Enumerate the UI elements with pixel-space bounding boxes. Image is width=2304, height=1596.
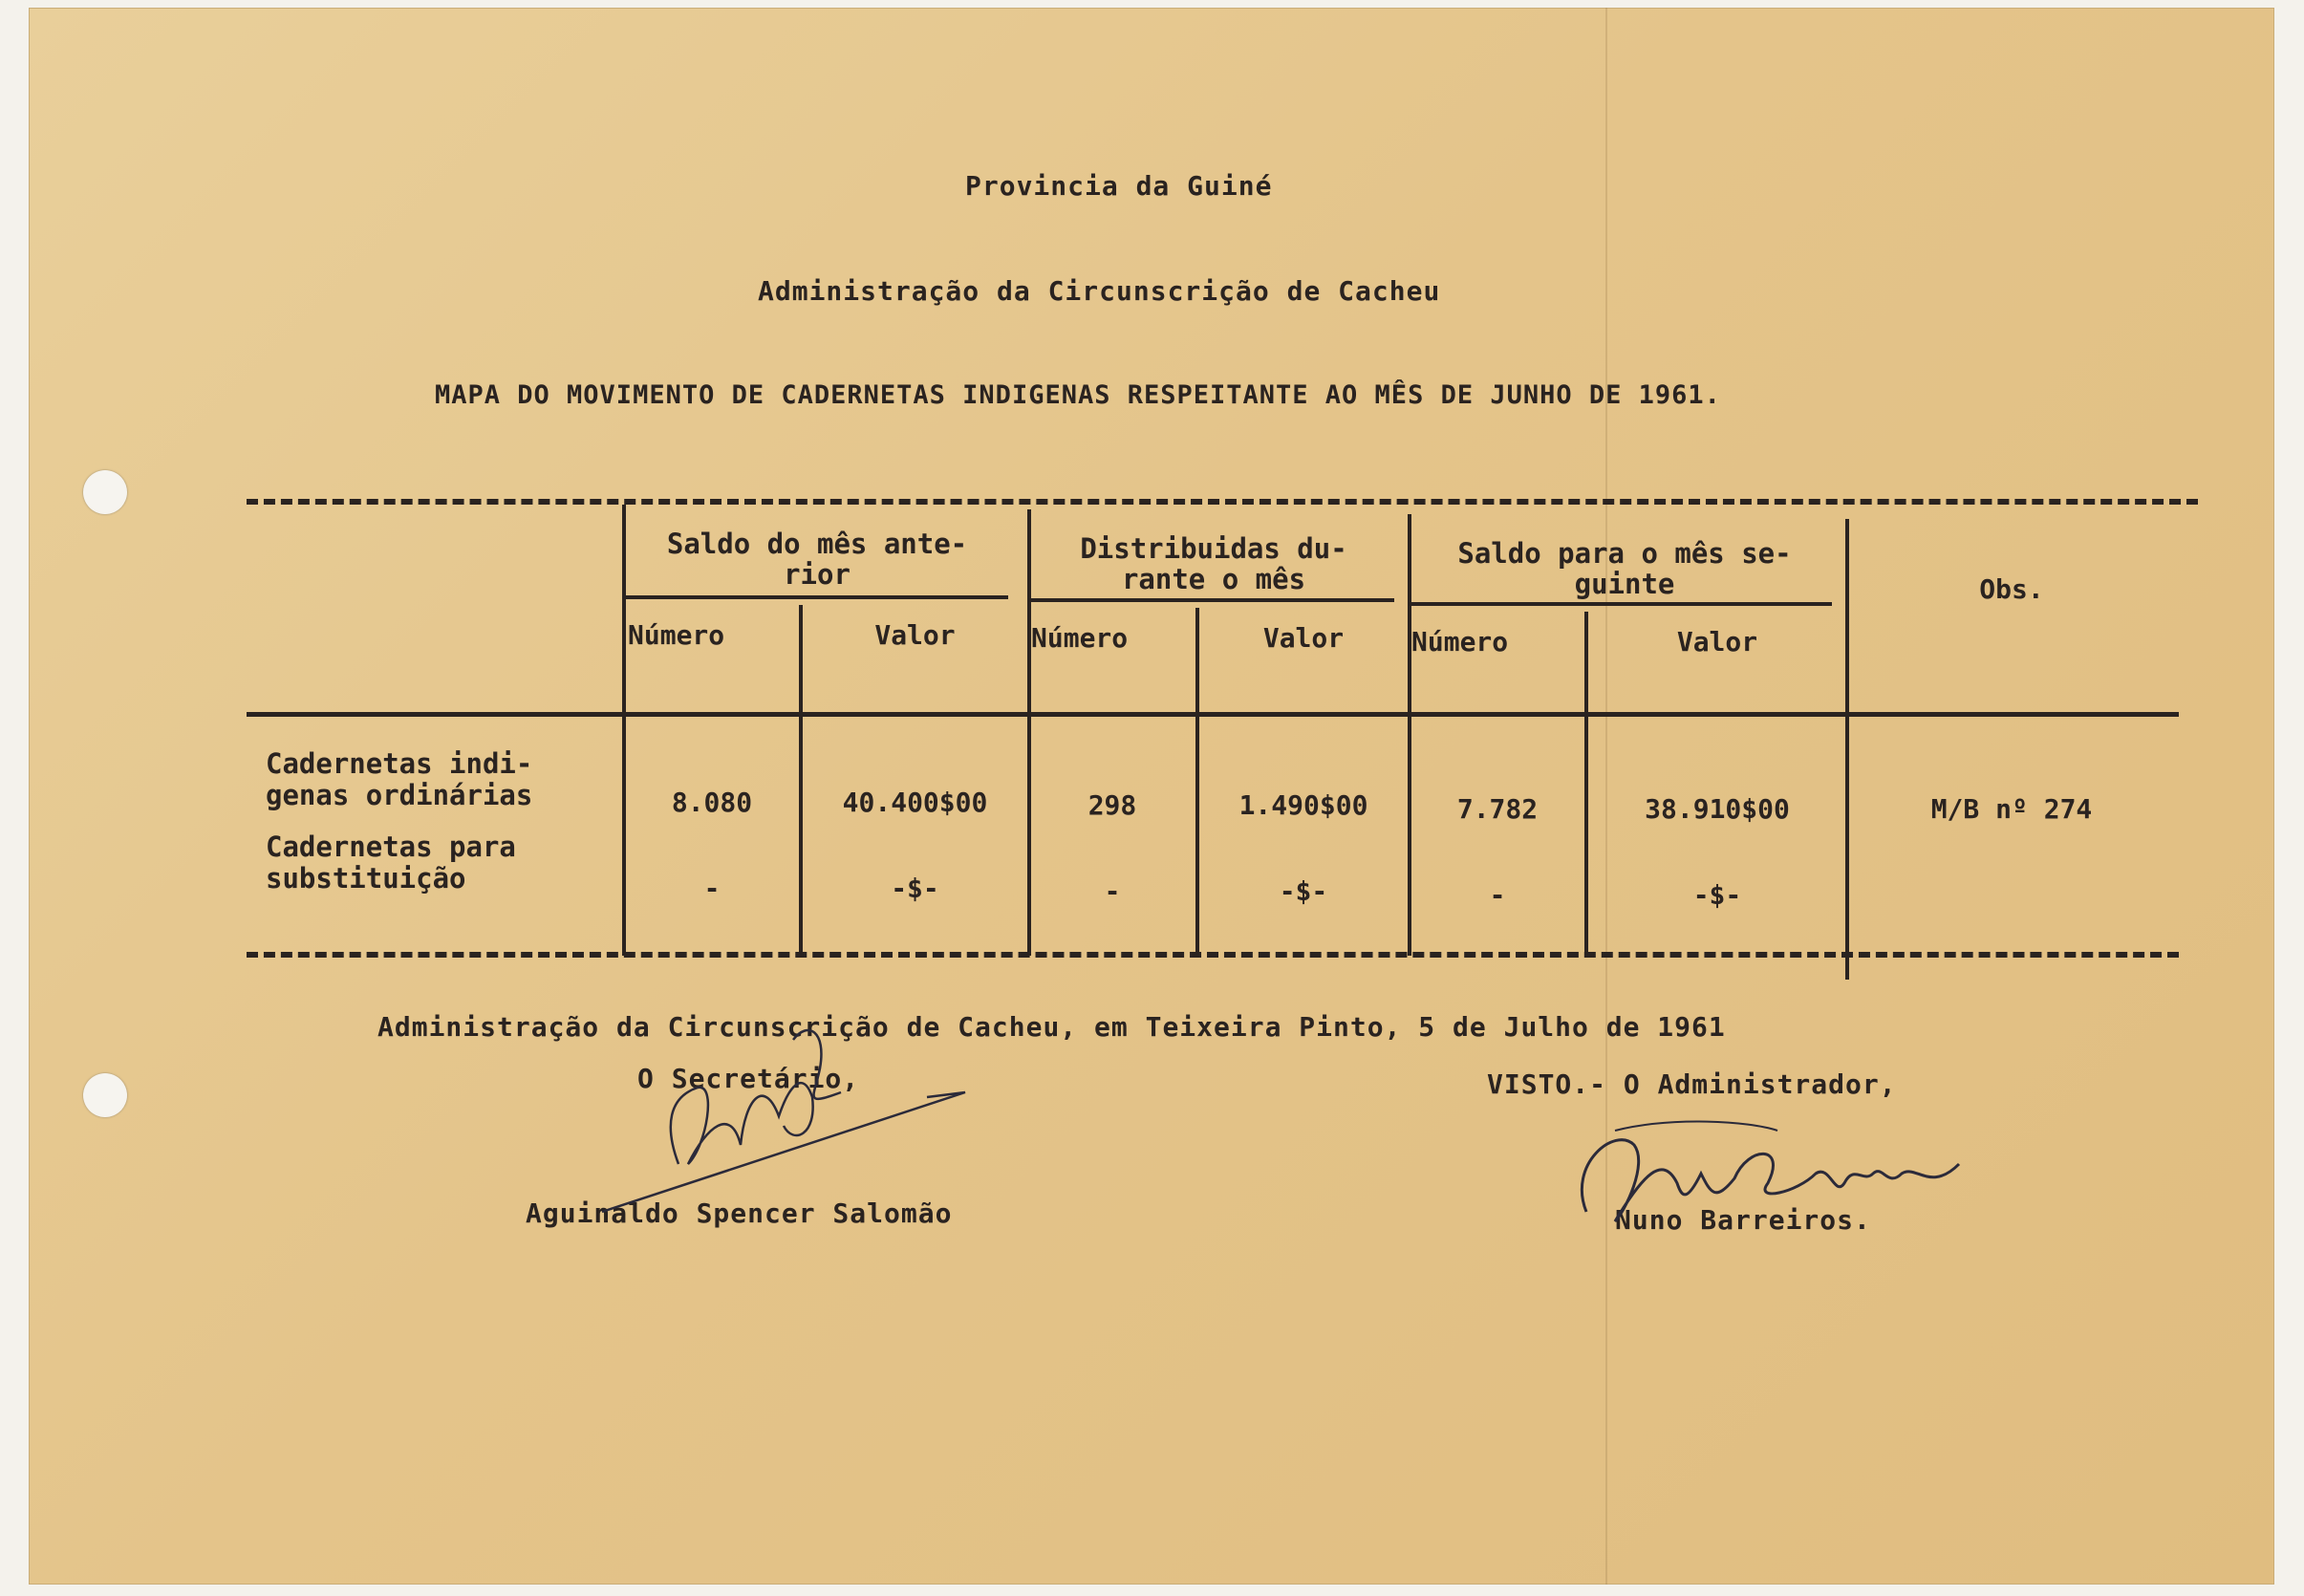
administration-heading: Administração da Circunscrição de Cacheu (758, 275, 1441, 307)
place-date-line: Administração da Circunscrição de Cacheu, em Teixeira Pinto, 5 de Julho de 1961 (377, 1011, 1726, 1043)
header-obs: Obs. (1979, 573, 2044, 605)
subheader-numero: Número (1031, 622, 1129, 654)
administrator-title: VISTO.- O Administrador, (1487, 1068, 1897, 1100)
document-page (29, 8, 2274, 1585)
document-title: MAPA DO MOVIMENTO DE CADERNETAS INDIGENAS RESPEITANTE AO MÊS DE JUNHO DE 1961. (435, 380, 1721, 410)
obs-cell: M/B nº 274 (1930, 793, 2093, 825)
table-cell: 40.400$00 (842, 787, 988, 818)
table-top-rule (247, 499, 2198, 505)
subheader-valor: Valor (1262, 622, 1345, 654)
subheader-valor: Valor (874, 619, 956, 651)
table-cell: 8.080 (671, 787, 753, 818)
secretary-name: Aguinaldo Spencer Salomão (526, 1197, 953, 1229)
administrator-signature (1558, 1107, 2055, 1250)
table-cell: -$- (1692, 879, 1742, 911)
table-bottom-rule (247, 952, 2179, 958)
table-cell: - (1104, 875, 1121, 907)
table-cell: -$- (1279, 875, 1328, 907)
table-cell: 1.490$00 (1238, 789, 1368, 821)
table-cell: 298 (1087, 789, 1137, 821)
table-cell: -$- (891, 873, 939, 904)
secretary-title: O Secretário, (637, 1063, 860, 1094)
table-cell: 38.910$00 (1645, 793, 1790, 825)
table-cell: - (703, 873, 721, 904)
header-saldo-seguinte: Saldo para o mês se- guinte (1457, 537, 1792, 600)
row-label-substituicao: Cadernetas para substituição (266, 830, 516, 895)
header-distribuidas: Distribuidas du- rante o mês (1080, 532, 1347, 595)
table-cell: 7.782 (1456, 793, 1539, 825)
table-cell: - (1489, 879, 1506, 911)
administrator-name: Nuno Barreiros. (1615, 1204, 1871, 1236)
row-label-ordinarias: Cadernetas indi- genas ordinárias (266, 747, 533, 811)
secretary-signature (564, 982, 994, 1231)
punch-hole-bottom (83, 1073, 127, 1117)
subheader-numero: Número (1411, 626, 1509, 658)
province-heading: Provincia da Guiné (965, 170, 1273, 202)
group-underline (626, 595, 1008, 599)
group-underline (1031, 598, 1394, 602)
punch-hole-top (83, 470, 127, 514)
subheader-valor: Valor (1676, 626, 1758, 658)
header-saldo-anterior: Saldo do mês ante- rior (666, 528, 968, 591)
group-underline (1411, 602, 1832, 606)
table-header-rule (247, 712, 2179, 717)
subheader-numero: Número (628, 619, 725, 651)
